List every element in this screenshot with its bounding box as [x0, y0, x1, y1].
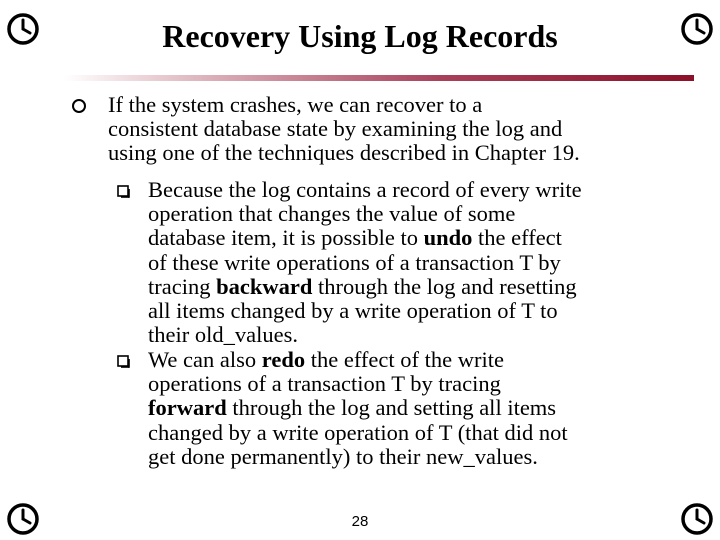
title-underline — [64, 75, 694, 81]
clock-icon — [6, 12, 40, 46]
keyword-redo: redo — [261, 347, 306, 372]
text-run: database item, it is possible to — [148, 225, 424, 251]
text-run: the effect — [472, 225, 562, 251]
text-run: the effect of the write — [305, 347, 504, 372]
text-run: through the log and resetting — [312, 273, 577, 299]
page-number: 28 — [351, 513, 369, 530]
sub-bullet-line: of these write operations of a transaction T by — [148, 249, 561, 275]
sub-bullet-redo-text — [148, 348, 568, 469]
sub-bullet-line: get done permanently) to their new_values. — [148, 443, 538, 469]
sub-bullet-line: operation that changes the value of some — [148, 201, 516, 227]
keyword-forward: forward — [148, 395, 227, 421]
sub-bullet-line — [148, 348, 568, 372]
text-run: We can also — [148, 347, 262, 372]
clock-icon — [680, 12, 714, 46]
sub-bullet-undo-text — [148, 178, 582, 347]
slide-title: Recovery Using Log Records — [162, 18, 558, 54]
sub-bullet-line: changed by a write operation of T (that did not — [148, 419, 568, 445]
hollow-square-bullet-icon — [117, 185, 130, 203]
sub-bullet-line: their old_values. — [148, 322, 298, 348]
hollow-square-bullet-icon — [117, 355, 130, 373]
main-bullet-line: consistent database state by examining the log and — [108, 116, 563, 142]
keyword-undo: undo — [423, 225, 473, 251]
main-bullet-text — [108, 93, 580, 166]
sub-bullet-line — [148, 275, 582, 299]
text-run: through the log and setting all items — [226, 395, 557, 421]
clock-icon — [6, 502, 40, 536]
sub-bullet-line: operations of a transaction T by tracing — [148, 371, 501, 397]
clock-icon — [680, 502, 714, 536]
text-run: tracing — [148, 273, 217, 299]
sub-bullet-line: all items changed by a write operation of T to — [148, 298, 558, 324]
sub-bullet-line — [148, 226, 582, 250]
sub-bullet-line — [148, 396, 568, 420]
keyword-backward: backward — [216, 273, 313, 299]
main-bullet-line: using one of the techniques described in Chapter 19. — [108, 140, 580, 166]
main-bullet-line: If the system crashes, we can recover to a — [108, 92, 483, 117]
hollow-circle-bullet-icon — [71, 98, 87, 119]
sub-bullet-line: Because the log contains a record of every write — [148, 177, 582, 202]
